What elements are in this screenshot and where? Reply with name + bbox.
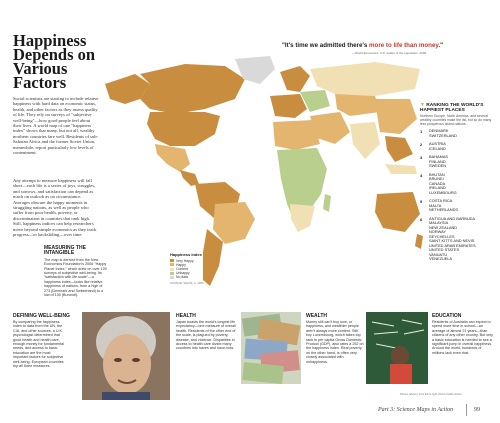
caption-head-education: EDUCATION bbox=[432, 313, 462, 319]
rank-country: SWEDEN bbox=[429, 163, 447, 169]
ranking-group bbox=[420, 199, 496, 213]
rank-names bbox=[429, 173, 457, 196]
photo-elderly-woman-image bbox=[82, 312, 170, 400]
rank-country: CANADA bbox=[429, 180, 446, 186]
rank-country: NETHERLANDS bbox=[429, 207, 458, 213]
rank-names bbox=[429, 142, 446, 151]
footer-label: Part 3: Science Maps in Action bbox=[378, 407, 454, 413]
rank-names bbox=[429, 199, 458, 213]
region-western-europe bbox=[270, 94, 307, 118]
region-usa bbox=[147, 112, 220, 146]
region-central-america bbox=[180, 170, 199, 186]
region-indonesia bbox=[385, 164, 417, 174]
map-legend bbox=[170, 252, 240, 285]
legend-title: Happiness Index bbox=[170, 252, 202, 257]
intro-paragraph-1: Social scientists are starting to include relative happiness with hard data on economic status, health, and other factors as they assess quality of life. They rely on surveys of "subjective well-being"—how good people feel about their lives. A world map of one "happiness index" shows that many, but not all, wealthy northern countries fare well. Residents of sub-Saharan Africa and the former Soviet Union, meanwhile, report particularly low levels of contentment. bbox=[13, 96, 99, 156]
rank-number: 5 bbox=[420, 199, 423, 205]
ranking-panel bbox=[420, 103, 496, 266]
pull-quote bbox=[282, 42, 482, 49]
ranking-title bbox=[420, 103, 496, 113]
caption-head-health: HEALTH bbox=[176, 313, 196, 319]
photo-classroom-image bbox=[366, 312, 428, 384]
rank-country: ICELAND bbox=[429, 145, 446, 151]
rank-country: SAINT KITTS AND NEVIS bbox=[429, 238, 475, 244]
quote-suffix: ." bbox=[438, 42, 444, 49]
rank-number: 1 bbox=[420, 129, 423, 135]
legend-swatch bbox=[170, 263, 174, 266]
rank-country: MALAYSIA bbox=[429, 220, 449, 226]
caption-head-wealth: WEALTH bbox=[306, 313, 328, 319]
rank-number: 6 bbox=[420, 216, 423, 222]
region-south-asia bbox=[350, 122, 380, 159]
photo-classroom bbox=[366, 312, 428, 384]
ranking-subtitle: Northern Europe, North America, and several wealthy countries make the list, but so do many less prosperous island nations. bbox=[420, 114, 492, 127]
region-australia bbox=[375, 192, 420, 232]
rank-country: NEW ZEALAND bbox=[429, 224, 458, 230]
rank-country: DENMARK bbox=[429, 128, 449, 134]
region-russia bbox=[310, 62, 420, 96]
rank-country: VENEZUELA bbox=[429, 256, 453, 262]
page-number: 99 bbox=[474, 407, 480, 413]
rank-country: SEYCHELLES bbox=[429, 233, 455, 239]
legend-item-no-data bbox=[170, 275, 240, 279]
legend-label: No data bbox=[176, 275, 188, 280]
region-brazil bbox=[213, 202, 255, 244]
rank-names bbox=[429, 217, 476, 262]
ranking-title-text: RANKING THE WORLD'S HAPPIEST PLACES bbox=[420, 103, 484, 114]
region-mexico bbox=[155, 144, 190, 172]
region-china bbox=[375, 99, 417, 134]
rank-country: ANTIGUA AND BARBUDA bbox=[429, 215, 476, 221]
region-southeast-asia bbox=[385, 136, 413, 162]
legend-label: Content bbox=[176, 266, 188, 271]
ranking-group bbox=[420, 173, 496, 196]
quote-highlight: more to life than money bbox=[369, 42, 439, 49]
measuring-title: MEASURING THE INTANGIBLE bbox=[44, 245, 86, 257]
rank-country: AUSTRIA bbox=[429, 141, 446, 147]
caption-text-health: Japan boasts the world's longest life expectancy—one measure of overall health. Residents of the other end of the scale, is plagued by poverty, disease, and violence. Disparities in access to health care divide many countries into haves and have-nots. bbox=[176, 320, 236, 351]
legend-source: SOURCE: WHITE, A. 2006 bbox=[170, 280, 204, 285]
rank-country: UNITED ARAB EMIRATES bbox=[429, 242, 476, 248]
region-central-asia bbox=[335, 94, 380, 116]
rank-country: UNITED STATES bbox=[429, 247, 460, 253]
legend-label: Happy bbox=[176, 262, 186, 267]
region-scandinavia bbox=[280, 66, 310, 92]
caption-text-wealth: Money still can't buy love, or happiness, and wealthier people aren't always more content. Still, tiny Luxembourg, which takes top rank in per capita Gross Domestic Product (GDP), also rates a 252 on the happiness index. Real poverty, on the other hand, is often very closely associated with unhappiness. bbox=[306, 320, 364, 364]
legend-label: Very Happy bbox=[176, 258, 194, 263]
ranking-group bbox=[420, 129, 496, 138]
legend-swatch bbox=[170, 272, 174, 275]
rank-country: COSTA RICA bbox=[429, 198, 453, 204]
legend-swatch bbox=[170, 268, 174, 271]
caption-text-education: Residents of Australia can expect to spend more time in school—an average of almost 21 years—than citizens of any other country. But only a basic education is needed to see a significant jump in overall happiness. Around the world, hundreds of millions lack even that. bbox=[432, 320, 494, 355]
photo-credit: Photos (above): from left to right: Photo credits shown bbox=[400, 393, 462, 396]
rank-country: LUXEMBOURG bbox=[429, 189, 457, 195]
legend-swatch bbox=[170, 259, 174, 262]
rank-number: 3 bbox=[420, 155, 423, 161]
rank-country: FINLAND bbox=[429, 158, 446, 164]
region-canada bbox=[140, 64, 245, 114]
region-southern-africa bbox=[290, 204, 315, 232]
ranking-group bbox=[420, 142, 496, 151]
legend-label: Unhappy bbox=[176, 271, 190, 276]
caption-text-well-being: By comparing the happiness index to data from the UN, the CIA, and other sources, a U.K. psychologist determined that good health and health care, enough money for fundamental needs, and access to basic education are the most important factors for subjective well-being. European countries top all three measures. bbox=[13, 320, 65, 369]
rank-country: SWITZERLAND bbox=[429, 132, 457, 138]
quote-prefix: "It's time we admitted there's bbox=[282, 42, 370, 49]
region-north-africa bbox=[273, 120, 320, 150]
intro-paragraph-2: Any attempt to measure happiness will fall short—each life is a series of joys, struggles, and sorrows, and satisfaction can depend as much on outlook as on circumstance. Averages obscure the happy moments in struggling nations, as well as people who suffer from poor health, poverty, or discrimination in countries that rank high. Still, happiness indices can help researchers move beyond simple economics as they track progress—or backsliding—over time. bbox=[13, 178, 97, 238]
world-happiness-map bbox=[95, 54, 425, 304]
measuring-box bbox=[44, 246, 108, 297]
photo-banknotes-image bbox=[241, 312, 301, 384]
legend-swatch bbox=[170, 276, 174, 279]
rank-country: BRUNEI bbox=[429, 176, 444, 182]
triangle-icon: ▼ bbox=[420, 102, 425, 108]
footer-divider bbox=[466, 404, 467, 416]
caption-head-well-being: DEFINING WELL-BEING bbox=[13, 313, 70, 319]
rank-country: IRELAND bbox=[429, 185, 446, 191]
measuring-text: The map is derived from the New Economics Foundation's 2006 "Happy Planet Index," which drew on over 100 surveys of subjective well-being. Its "satisfaction with life scale"—a happiness index—looks like relative happiness of nations, from a high of 273 (Denmark and Switzerland) to a low of 130 (Burundi). bbox=[44, 257, 107, 298]
rank-number: 2 bbox=[420, 142, 423, 148]
ranking-group bbox=[420, 155, 496, 169]
rank-names bbox=[429, 129, 457, 138]
photo-banknotes bbox=[241, 312, 301, 384]
photo-elderly-woman bbox=[82, 312, 170, 400]
rank-country: NORWAY bbox=[429, 229, 447, 235]
region-madagascar bbox=[323, 194, 331, 212]
rank-country: MALTA bbox=[429, 202, 442, 208]
quote-source: —World Economics, U.K. leader of the opposition, 2006 bbox=[352, 51, 427, 55]
rank-country: BHUTAN bbox=[429, 171, 445, 177]
rank-country: VANUATU bbox=[429, 251, 448, 257]
page-title: Happiness Depends on Various Factors bbox=[13, 31, 96, 92]
rank-number: 4 bbox=[420, 172, 423, 178]
ranking-group bbox=[420, 217, 496, 262]
rank-names bbox=[429, 155, 448, 169]
rank-country: BAHAMAS bbox=[429, 154, 449, 160]
